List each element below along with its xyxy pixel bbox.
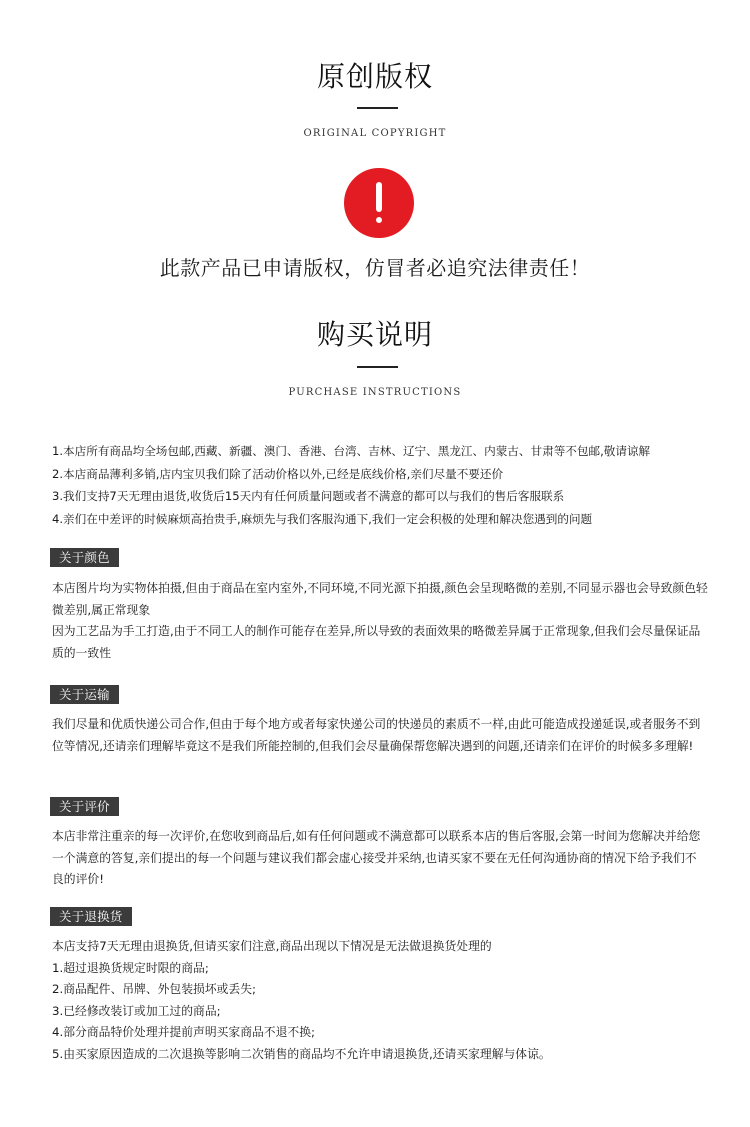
paragraph: 3.已经修改装订或加工过的商品; xyxy=(52,1003,221,1018)
color-section-label: 关于颜色 xyxy=(50,548,119,567)
paragraph: 1.超过退换货规定时限的商品; xyxy=(52,960,209,975)
shipping-section-label: 关于运输 xyxy=(50,685,119,704)
paragraph: 4.部分商品特价处理并提前声明买家商品不退不换; xyxy=(52,1025,315,1039)
list-item: 3.我们支持7天无理由退货,收货后15天内有任何质量问题或者不满意的都可以与我们的售后客服联系 xyxy=(52,489,565,504)
purchase-title: 购买说明 xyxy=(316,318,433,351)
shipping-section-body xyxy=(52,714,708,757)
purchase-title-rule xyxy=(357,366,398,368)
color-section-body xyxy=(52,578,708,664)
paragraph: 因为工艺品为手工打造,由于不同工人的制作可能存在差异,所以导致的表面效果的略微差异属于正常现象,但我们会尽量保证品质的一致性 xyxy=(52,624,701,660)
review-section-body xyxy=(52,826,708,891)
copyright-title: 原创版权 xyxy=(316,60,433,93)
list-item: 4.亲们在中差评的时候麻烦高抬贵手,麻烦先与我们客服沟通下,我们一定会积极的处理和解决您遇到的问题 xyxy=(52,512,593,527)
paragraph: 本店非常注重亲的每一次评价,在您收到商品后,如有任何问题或不满意都可以联系本店的售后客服,会第一时间为您解决并给您一个满意的答复,亲们提出的每一个问题与建议我们都会虚心接受并采纳,也请买家不要在无任何沟通协商的情况下给予我们不良的评价! xyxy=(52,829,701,886)
list-item: 1.本店所有商品均全场包邮,西藏、新疆、澳门、香港、台湾、吉林、辽宁、黑龙江、内蒙古、甘肃等不包邮,敬请谅解 xyxy=(52,444,651,458)
exclamation-dot xyxy=(376,217,382,223)
review-section-label: 关于评价 xyxy=(50,797,119,816)
purchase-subtitle: PURCHASE INSTRUCTIONS xyxy=(288,387,462,398)
copyright-warning: 此款产品已申请版权，仿冒者必追究法律责任！ xyxy=(159,256,591,280)
paragraph: 本店图片均为实物体拍摄,但由于商品在室内室外,不同环境,不同光源下拍摄,颜色会呈现略微的差别,不同显示器也会导致颜色轻微差别,属正常现象 xyxy=(52,581,708,617)
returns-section-body xyxy=(52,936,708,1065)
exclamation-icon xyxy=(344,168,414,238)
paragraph: 5.由买家原因造成的二次退换等影响二次销售的商品均不允许申请退换货,还请买家理解与体谅。 xyxy=(52,1046,551,1061)
paragraph: 本店支持7天无理由退换货,但请买家们注意,商品出现以下情况是无法做退换货处理的 xyxy=(52,939,492,953)
exclamation-bar xyxy=(376,182,382,212)
paragraph: 2.商品配件、吊牌、外包装损坏或丢失; xyxy=(52,982,256,996)
paragraph: 我们尽量和优质快递公司合作,但由于每个地方或者每家快递公司的快递员的素质不一样,由此可能造成投递延误,或者服务不到位等情况,还请亲们理解毕竟这不是我们所能控制的,但我们会尽量确保帮您解决遇到的问题,还请亲们在评价的时候多多理解! xyxy=(52,717,701,753)
copyright-title-rule xyxy=(357,107,398,109)
returns-section-label: 关于退换货 xyxy=(50,907,132,926)
purchase-instructions-list xyxy=(52,440,702,531)
copyright-subtitle: ORIGINAL COPYRIGHT xyxy=(303,128,447,139)
list-item: 2.本店商品薄利多销,店内宝贝我们除了活动价格以外,已经是底线价格,亲们尽量不要还价 xyxy=(52,466,504,481)
